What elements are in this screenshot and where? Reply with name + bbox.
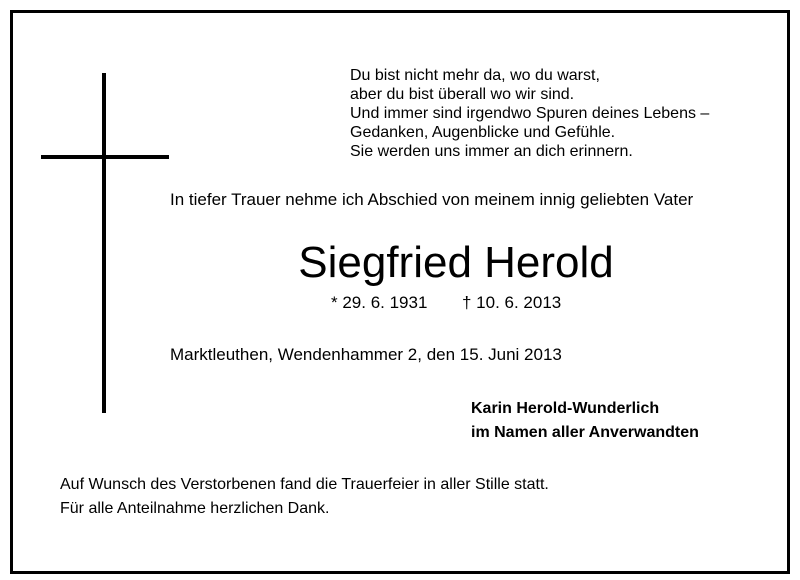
memorial-poem (350, 66, 709, 161)
place-and-date: Marktleuthen, Wendenhammer 2, den 15. Juni 2013 (170, 345, 562, 364)
poem-line: aber du bist überall wo wir sind. (350, 86, 575, 103)
signature-block (471, 397, 699, 445)
poem-line: Und immer sind irgendwo Spuren deines Lebens – (350, 105, 710, 122)
birth-date: * 29. 6. 1931 (331, 293, 428, 312)
obituary-notice (10, 10, 790, 574)
death-date: † 10. 6. 2013 (462, 293, 562, 312)
farewell-intro: In tiefer Trauer nehme ich Abschied von meinem innig geliebten Vater (170, 190, 694, 209)
poem-line: Du bist nicht mehr da, wo du warst, (350, 67, 600, 84)
footer-line: Für alle Anteilnahme herzlichen Dank. (60, 500, 330, 517)
signature-name: Karin Herold-Wunderlich (471, 400, 660, 417)
footer-line: Auf Wunsch des Verstorbenen fand die Trauerfeier in aller Stille statt. (60, 476, 549, 493)
footer-note (60, 473, 549, 521)
signature-note: im Namen aller Anverwandten (471, 424, 699, 441)
cross-horizontal-bar (41, 155, 169, 159)
poem-line: Sie werden uns immer an dich erinnern. (350, 143, 633, 160)
deceased-name: Siegfried Herold (298, 238, 614, 287)
poem-line: Gedanken, Augenblicke und Gefühle. (350, 124, 616, 141)
